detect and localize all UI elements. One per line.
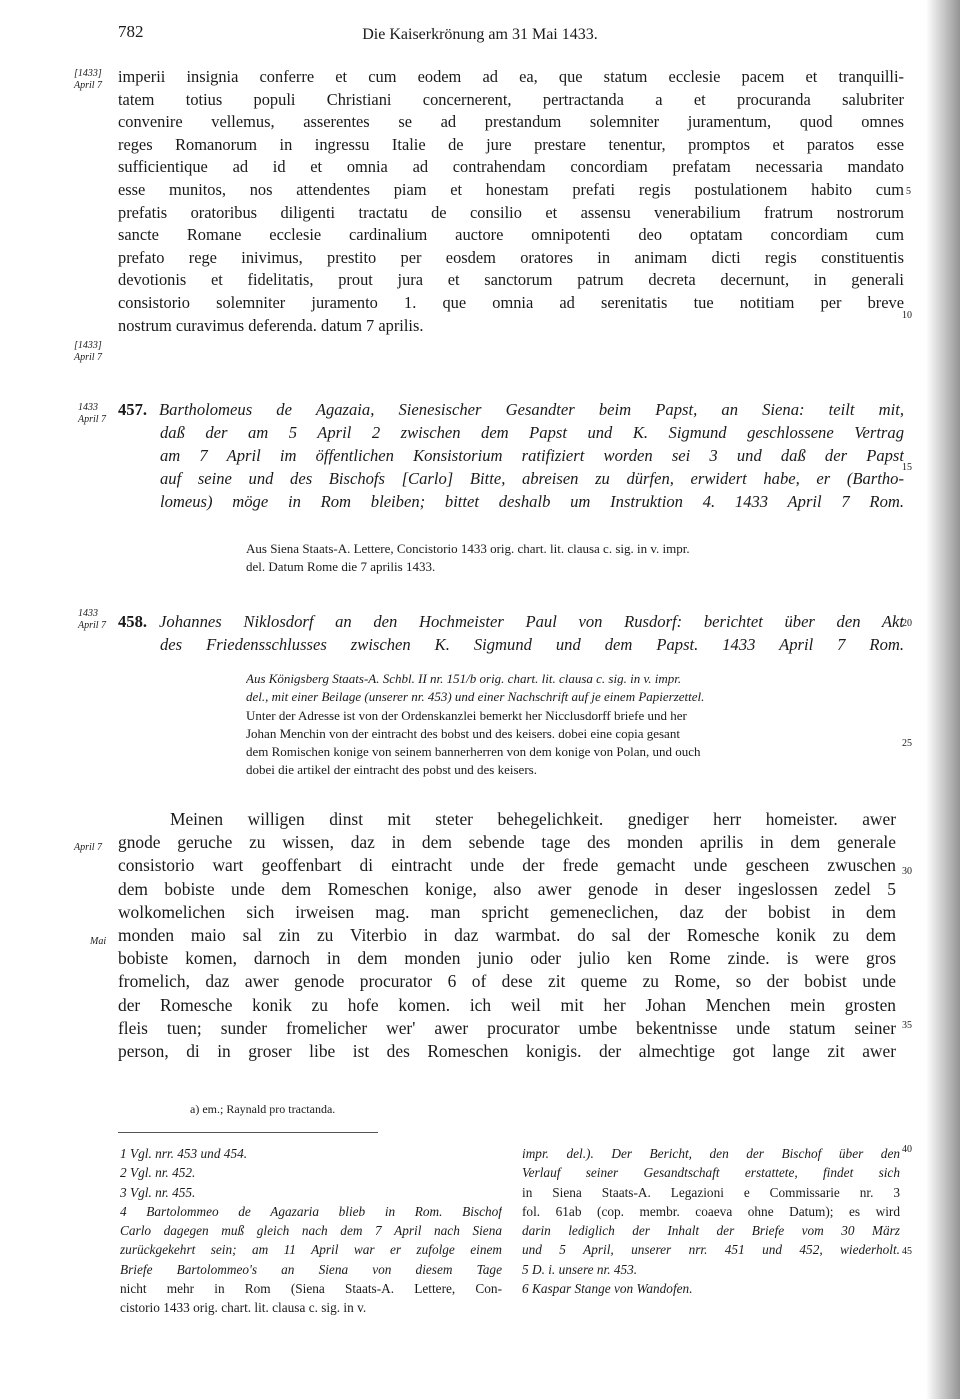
text-line: imperii insignia conferre et cum eodem ad ea, que statum ecclesie pacem et tranquilli- <box>118 67 904 86</box>
letter-line: bobiste komen, darnoch in dem monden junio oder julio ken Rome zinde. is were gros <box>118 948 896 969</box>
letter-line: fleis tuen; sunder fromelicher wer' awer procurator umbe bekentnisse unde statum seiner <box>118 1017 896 1038</box>
margin-date-1: [1433] April 7 <box>74 68 103 91</box>
regest-line: Bartholomeus de Agazaia, Sienesischer Gesandter beim Papst, an Siena: teilt mit, <box>159 400 904 419</box>
footnote-line: Briefe Bartolommeo's an Siena von diesem Tage <box>120 1261 502 1277</box>
margin-date-4: 1433 April 7 <box>78 608 107 631</box>
document-number: 458. <box>118 612 148 631</box>
text-line: consistorio solemniter juramento 1. que omnia ad serenitatis tue notitiam per breve <box>118 292 904 312</box>
source-line: dem Romischen konige von seinem bannerherren von dem konige von Polan, und ouch <box>246 744 701 760</box>
text-line: prefatis oratoribus diligenti tractatu de consilio et assensu venerabilium fratrum nostrorum <box>118 202 904 222</box>
footnote-line: impr. del.). Der Bericht, den der Bischof über den <box>522 1146 900 1161</box>
footnote-line: 3 Vgl. nr. 455. <box>120 1184 196 1200</box>
regest-line: am 7 April im öffentlichen Konsistorium ratifiziert worden sei 3 und daß der Papst <box>160 446 904 465</box>
letter-line: Meinen willigen dinst mit steter behegelichkeit. gnediger herr homeister. awer <box>170 809 896 829</box>
footnote-rule <box>118 1132 378 1133</box>
letter-line: consistorio wart geoffenbart di eintracht unde der frede gemacht unde gescheen zwuschen <box>118 855 896 876</box>
footnote-line: und 5 April, unserer nrr. 451 und 452, wiederholt. <box>522 1242 900 1258</box>
margin-date-3: 1433 April 7 <box>78 402 107 425</box>
line-number: 20 <box>902 618 912 629</box>
scan-shadow-edge <box>926 0 960 1399</box>
text-line: prefato rege inivimus, prestito per eosdem oratores in animam dicti regis constituentis <box>118 247 904 267</box>
source-line: del., mit einer Beilage (unserer nr. 453) und einer Nachschrift auf je einem Papierzettel. <box>246 689 705 705</box>
text-line: convenire vellemus, asserentes se ad prestandum solemniter juramentum, quod omnes <box>118 112 904 132</box>
letter-line: wolkomelichen sich irweisen mag. man spricht gemeneclichen, daz der bobist in dem <box>118 901 896 922</box>
text-line: reges Romanorum in ingressu Italie de jure prestare tenentur, promptos et paratos esse <box>118 134 904 154</box>
text-line: sufficientique ad id et omnia ad contrahendam concordiam prefatam necessaria mandato <box>118 157 904 177</box>
letter-line: fromelich, daz awer genode procurator 6 of dese zit queme zu Rome, so der bobist unde <box>118 971 896 992</box>
document-458-source <box>246 670 906 780</box>
running-title: Die Kaiserkrönung am 31 Mai 1433. <box>362 26 598 43</box>
line-number: 35 <box>902 1020 912 1031</box>
footnote-line: 1 Vgl. nrr. 453 und 454. <box>120 1146 248 1161</box>
margin-date-2: [1433] April 7 <box>74 340 103 363</box>
regest-line: auf seine und des Bischofs [Carlo] Bitte, abreisen zu dürfen, erwidert habe, er (Bartho- <box>160 469 904 488</box>
line-number: 40 <box>902 1144 912 1155</box>
line-number: 25 <box>902 738 912 749</box>
critical-apparatus-note: a) em.; Raynald pro tractanda. <box>190 1102 336 1116</box>
letter-line: gnode geruche zu wissen, daz in dem sebende tage des monden aprilis in dem generale <box>118 832 896 853</box>
regest-line: daß der am 5 April 2 zwischen dem Papst und K. Sigmund geschlossene Vertrag <box>160 423 904 442</box>
footnote-line: in Siena Staats-A. Legazioni e Commissarie nr. 3 <box>522 1184 900 1200</box>
text-line: nostrum curavimus deferenda. datum 7 aprilis. <box>118 315 424 335</box>
source-line: Aus Königsberg Staats-A. Schbl. II nr. 151/b orig. chart. lit. clausa c. sig. in v. impr. <box>246 671 682 686</box>
footnote-line: Verlauf seiner Gesandtschaft erstattete, findet sich <box>522 1165 900 1181</box>
footnote-line: nicht mehr in Rom (Siena Staats-A. Lettere, Con- <box>120 1281 502 1297</box>
line-number: 30 <box>902 866 912 877</box>
line-number: 10 <box>902 310 912 321</box>
footnote-line: fol. 61ab (cop. membr. coaeva ohne Datum); es wird <box>522 1203 900 1219</box>
document-457-source <box>246 540 906 577</box>
footnotes-left-column <box>120 1144 502 1318</box>
regest-line: Johannes Niklosdorf an den Hochmeister Paul von Rusdorf: berichtet über den Akt <box>159 612 904 631</box>
text-line: tatem totius populi Christiani concernerent, pertractanda a et procuranda salubriter <box>118 89 904 109</box>
footnotes-right-column <box>522 1144 900 1298</box>
footnote-line: darin lediglich der Inhalt der Briefe vom 30 März <box>522 1223 900 1239</box>
text-line: esse munitos, nos attendentes piam et honestam prefati regis postulationem habito cum <box>118 179 904 199</box>
footnote-line: 5 D. i. unsere nr. 453. <box>522 1261 638 1277</box>
line-number: 45 <box>902 1246 912 1257</box>
margin-date-5: April 7 <box>74 842 103 853</box>
footnote-line: 4 Bartolommeo de Agazaria blieb in Rom. Bischof <box>120 1203 502 1219</box>
footnote-line: 6 Kaspar Stange von Wandofen. <box>522 1281 693 1297</box>
document-number: 457. <box>118 400 148 419</box>
line-number: 15 <box>902 462 912 473</box>
letter-text-block <box>118 808 896 1063</box>
source-line: Unter der Adresse ist von der Ordenskanzlei bemerkt her Nicclusdorff briefe und her <box>246 707 687 723</box>
document-458-regest <box>118 610 904 656</box>
source-line: Johan Menchin von der eintracht des bobst und des keisers. dobei eine copia gesant <box>246 725 680 741</box>
regest-line: lomeus) möge in Rom bleiben; bittet deshalb um Instruktion 4. 1433 April 7 Rom. <box>160 492 904 511</box>
line-number: 5 <box>906 186 911 197</box>
source-line: dobei die artikel der eintracht des pobst und des keisers. <box>246 762 537 778</box>
footnote-line: 2 Vgl. nr. 452. <box>120 1165 196 1181</box>
margin-date-6: Mai <box>90 936 107 947</box>
footnote-line: cistorio 1433 orig. chart. lit. clausa c. sig. in v. <box>120 1300 367 1316</box>
letter-line: der Romesche konik zu hofe komen. ich weil mit her Johan Menchen mein grosten <box>118 994 896 1015</box>
source-line: Aus Siena Staats-A. Lettere, Concistorio 1433 orig. chart. lit. clausa c. sig. in v. impr. <box>246 541 690 556</box>
letter-line: person, di in groser libe ist des Romeschen konigis. der almechtige got lange zit awer <box>118 1041 896 1062</box>
document-457-regest <box>118 398 904 513</box>
source-line: del. Datum Rome die 7 aprilis 1433. <box>246 559 436 575</box>
page-number: 782 <box>118 22 144 41</box>
latin-text-block <box>118 66 904 337</box>
letter-line: dem bobiste unde dem Romeschen konige, also awer genode in deser ingeslossen zedel 5 <box>118 878 896 899</box>
text-line: devotionis et fidelitatis, prout jura et sanctorum patrum decreta decernunt, in generali <box>118 270 904 290</box>
footnote-line: zurückgekehrt sein; am 11 April war er zufolge einem <box>120 1242 502 1258</box>
footnote-line: Carlo dagegen muß gleich nach dem 7 April nach Siena <box>120 1223 502 1239</box>
text-line: sancte Romane ecclesie cardinalium auctore omnipotenti deo optatam concordiam cum <box>118 225 904 245</box>
regest-line: des Friedensschlusses zwischen K. Sigmund und dem Papst. 1433 April 7 Rom. <box>160 635 904 654</box>
letter-line: monden maio sal zin zu Viterbio in daz warmbat. do sal der Romesche konik zu dem <box>118 925 896 946</box>
